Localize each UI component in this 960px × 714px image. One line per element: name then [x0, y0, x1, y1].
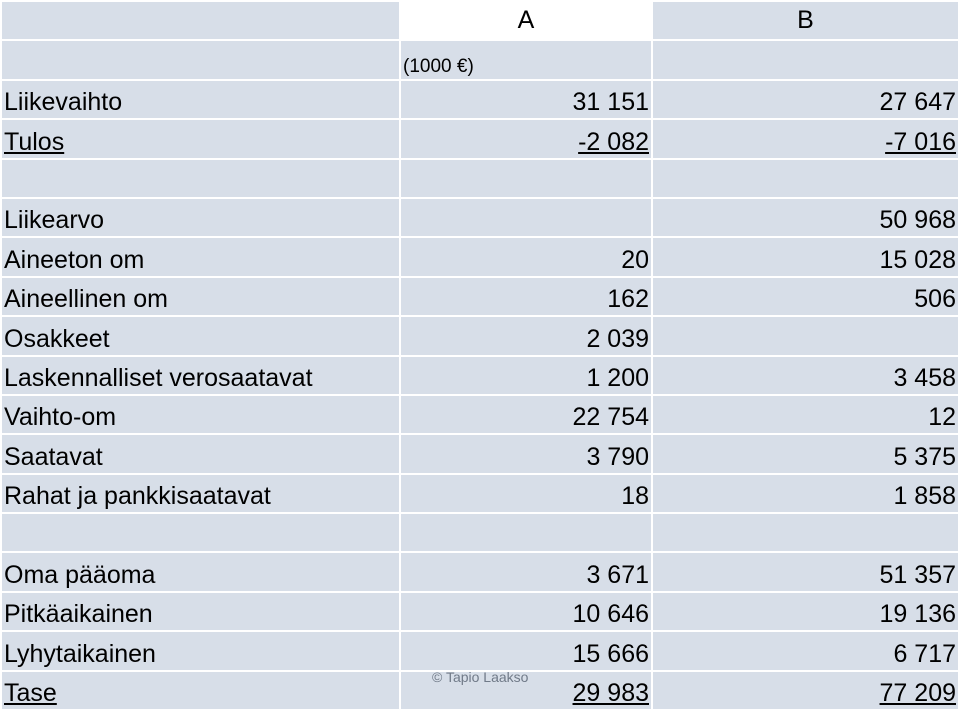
value-a: 2 039 [586, 324, 649, 353]
row-label: Liikearvo [4, 206, 105, 235]
row-label-cell [2, 357, 399, 394]
value-a-cell [401, 357, 651, 394]
value-b: 51 357 [879, 560, 956, 589]
value-a: 22 754 [572, 403, 649, 432]
value-b-cell [653, 160, 958, 197]
row-label: Saatavat [4, 442, 103, 471]
value-b-cell [653, 593, 958, 630]
row-label-cell [2, 317, 399, 354]
value-a-cell [401, 632, 651, 669]
row-label: Tulos [4, 127, 65, 156]
value-b-cell [653, 120, 958, 157]
table-row [2, 435, 958, 472]
value-b: 77 209 [879, 679, 956, 708]
value-b: 6 717 [893, 639, 956, 668]
value-a: 15 666 [572, 639, 649, 668]
value-a: 1 200 [586, 363, 649, 392]
value-a: 18 [621, 482, 649, 511]
value-b-cell [653, 632, 958, 669]
value-b-cell [653, 514, 958, 551]
copyright-notice: © Tapio Laakso [432, 669, 529, 685]
value-b: 50 968 [879, 206, 956, 235]
column-header-a: A [401, 2, 651, 39]
row-label-cell [2, 199, 399, 236]
value-a-cell [401, 593, 651, 630]
table-row [2, 238, 958, 275]
value-a: 10 646 [572, 600, 649, 629]
value-a-cell [401, 81, 651, 118]
value-a: 3 671 [586, 560, 649, 589]
unit-label: (1000 €) [403, 55, 474, 77]
value-b-cell [653, 357, 958, 394]
value-a-cell [401, 553, 651, 590]
table-row [2, 632, 958, 669]
value-b: 3 458 [893, 363, 956, 392]
row-label-cell [2, 553, 399, 590]
row-label: Liikevaihto [4, 88, 123, 117]
table-row [2, 278, 958, 315]
table-row [2, 120, 958, 157]
value-b: -7 016 [885, 127, 956, 156]
table-row [2, 160, 958, 197]
row-label-cell [2, 593, 399, 630]
row-label-cell [2, 514, 399, 551]
value-a-cell [401, 317, 651, 354]
value-a-cell [401, 278, 651, 315]
row-label-cell [2, 435, 399, 472]
value-b: 19 136 [879, 600, 956, 629]
row-label: Lyhytaikainen [4, 639, 156, 668]
table-row [2, 396, 958, 433]
table-row [2, 553, 958, 590]
row-label: Oma pääoma [4, 560, 156, 589]
row-label-cell [2, 238, 399, 275]
row-label-cell [2, 672, 399, 709]
row-label: Laskennalliset verosaatavat [4, 363, 313, 392]
value-b-cell [653, 672, 958, 709]
value-b-cell [653, 81, 958, 118]
row-label: Aineeton om [4, 245, 145, 274]
value-a: 31 151 [572, 88, 649, 117]
value-a: 20 [621, 245, 649, 274]
table-row [2, 475, 958, 512]
row-label: Pitkäaikainen [4, 600, 153, 629]
value-a: -2 082 [578, 127, 649, 156]
row-label: Aineellinen om [4, 285, 168, 314]
value-a-cell [401, 396, 651, 433]
value-b: 506 [914, 285, 956, 314]
value-b: 5 375 [893, 442, 956, 471]
row-label-cell [2, 475, 399, 512]
row-label-cell [2, 632, 399, 669]
table-row [2, 81, 958, 118]
value-b: 1 858 [893, 482, 956, 511]
table-row [2, 317, 958, 354]
header-corner-cell [2, 2, 399, 39]
value-a-cell [401, 199, 651, 236]
row-label: Osakkeet [4, 324, 110, 353]
value-b: 12 [928, 403, 956, 432]
value-a-cell [401, 475, 651, 512]
unit-row-blank [653, 41, 958, 78]
row-label: Vaihto-om [4, 403, 117, 432]
value-b: 15 028 [879, 245, 956, 274]
value-a: 3 790 [586, 442, 649, 471]
value-b-cell [653, 278, 958, 315]
table-row [2, 514, 958, 551]
table-row [2, 199, 958, 236]
row-label-cell [2, 160, 399, 197]
value-a: 162 [607, 285, 649, 314]
table-row [2, 357, 958, 394]
table-row [2, 593, 958, 630]
value-a-cell [401, 238, 651, 275]
value-a: 29 983 [572, 679, 649, 708]
column-header-b: B [653, 2, 958, 39]
value-b-cell [653, 199, 958, 236]
row-label: Rahat ja pankkisaatavat [4, 482, 271, 511]
value-b-cell [653, 238, 958, 275]
row-label-cell [2, 81, 399, 118]
row-label-cell [2, 120, 399, 157]
value-a-cell [401, 160, 651, 197]
row-label: Tase [4, 679, 57, 708]
value-a-cell [401, 435, 651, 472]
value-a-cell [401, 120, 651, 157]
value-b-cell [653, 396, 958, 433]
column-header-row [2, 2, 958, 39]
row-label-cell [2, 396, 399, 433]
unit-row [2, 41, 958, 78]
unit-cell [401, 41, 651, 78]
value-b-cell [653, 553, 958, 590]
value-b-cell [653, 317, 958, 354]
value-b-cell [653, 475, 958, 512]
value-b-cell [653, 435, 958, 472]
value-b: 27 647 [879, 88, 956, 117]
unit-row-label [2, 41, 399, 78]
row-label-cell [2, 278, 399, 315]
value-a-cell [401, 514, 651, 551]
